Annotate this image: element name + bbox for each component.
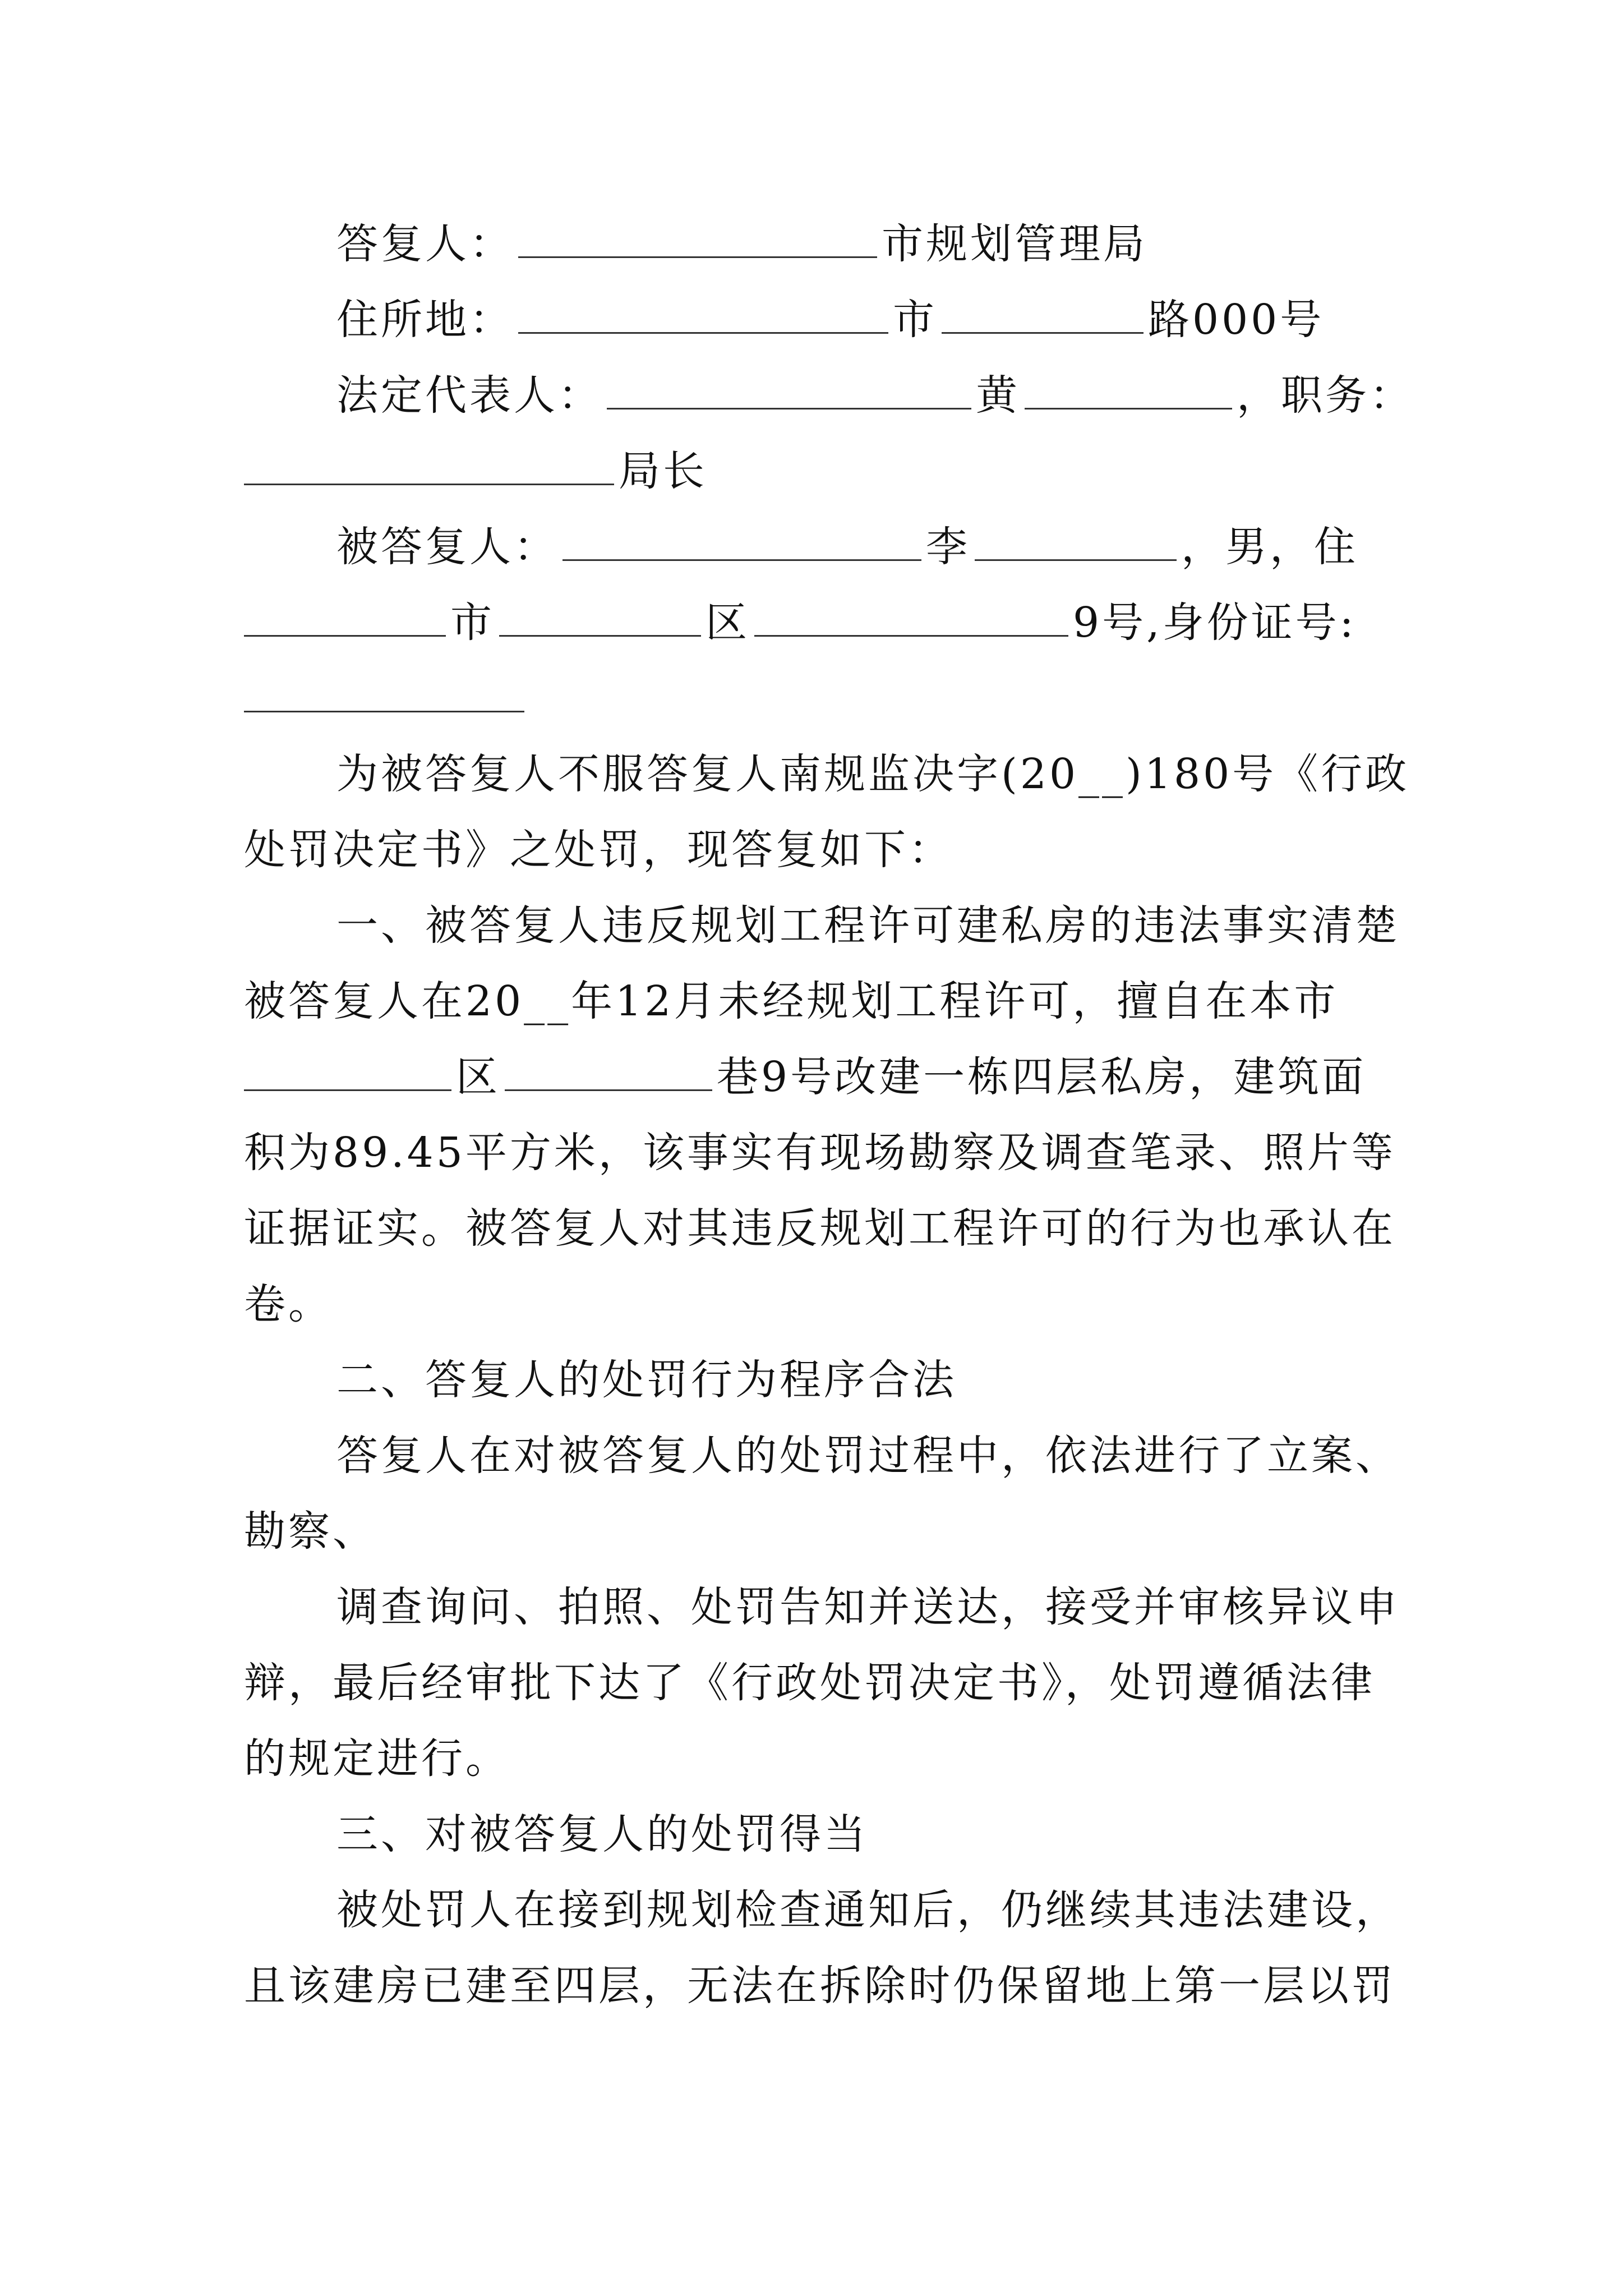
applicant-line: [336, 508, 1358, 586]
blank-field: [518, 217, 877, 258]
intro-line-2: 处罚决定书》之处罚，现答复如下：: [244, 826, 953, 874]
section-1-line-3: 积为89.45平方米，该事实有现场勘察及调查笔录、照片等: [244, 1129, 1396, 1177]
blank-field: [505, 1050, 712, 1091]
section-2-line-1: 答复人在对被答复人的处罚过程中，依法进行了立案、: [336, 1432, 1400, 1480]
blank-field: [244, 444, 614, 485]
section-3-heading: 三、对被答复人的处罚得当: [336, 1810, 868, 1858]
section-1-line-1: 被答复人在20__年12月未经规划工程许可，擅自在本市: [244, 977, 1339, 1025]
intro-line-1: 为被答复人不服答复人南规监决字(20__)180号《行政: [336, 750, 1410, 798]
applicant-name: 李: [926, 523, 970, 571]
address-label: 住所地：: [336, 296, 514, 344]
address-line: [336, 280, 1324, 359]
blank-field: [562, 520, 921, 561]
section-2-line-4: 辩，最后经审批下达了《行政处罚决定书》，处罚遵循法律: [244, 1659, 1375, 1707]
respondent-line: [336, 205, 1147, 283]
position-label: ，职务：: [1237, 371, 1414, 420]
applicant-no: 9号,身份证号:: [1073, 599, 1357, 647]
blank-field: [244, 671, 524, 712]
section-1-line-2-text: 巷9号改建一栋四层私房，建筑面: [717, 1053, 1367, 1101]
blank-field: [499, 596, 701, 637]
legal-rep-name: 黄: [976, 371, 1020, 420]
blank-field: [244, 1050, 451, 1091]
legal-rep-line: [336, 356, 1414, 435]
respondent-name: 市规划管理局: [882, 220, 1147, 268]
blank-field: [518, 293, 888, 334]
section-3-line-2: 且该建房已建至四层，无法在拆除时仍保留地上第一层以罚: [244, 1962, 1396, 2010]
address-road: 路000号: [1148, 296, 1325, 344]
blank-field: [244, 596, 446, 637]
id-number-line: [244, 659, 529, 738]
position-value: 局长: [619, 447, 707, 495]
applicant-address-line: [244, 583, 1357, 662]
section-1-line-5: 卷。: [244, 1280, 333, 1328]
section-1-district: 区: [456, 1053, 500, 1101]
position-line: [244, 432, 707, 510]
section-2-line-3: 调查询问、拍照、处罚告知并送达，接受并审核异议申: [336, 1583, 1400, 1631]
blank-field: [607, 369, 971, 409]
blank-field: [1025, 369, 1232, 409]
section-2-line-5: 的规定进行。: [244, 1734, 510, 1783]
section-1-line-4: 证据证实。被答复人对其违反规划工程许可的行为也承认在: [244, 1204, 1396, 1253]
applicant-label: 被答复人：: [336, 523, 558, 571]
section-1-heading: 一、被答复人违反规划工程许可建私房的违法事实清楚: [336, 901, 1400, 950]
blank-field: [754, 596, 1068, 637]
address-city: 市: [893, 296, 937, 344]
applicant-district: 区: [706, 599, 750, 647]
blank-field: [975, 520, 1177, 561]
legal-rep-label: 法定代表人：: [336, 371, 602, 420]
applicant-info: ，男，住: [1181, 523, 1358, 571]
section-1-line-2: [244, 1038, 1366, 1116]
blank-field: [942, 293, 1144, 334]
respondent-label: 答复人：: [336, 220, 514, 268]
section-2-heading: 二、答复人的处罚行为程序合法: [336, 1356, 957, 1404]
applicant-city: 市: [450, 599, 495, 647]
section-3-line-1: 被处罚人在接到规划检查通知后，仍继续其违法建设，: [336, 1886, 1400, 1934]
section-2-line-2: 勘察、: [244, 1507, 377, 1556]
